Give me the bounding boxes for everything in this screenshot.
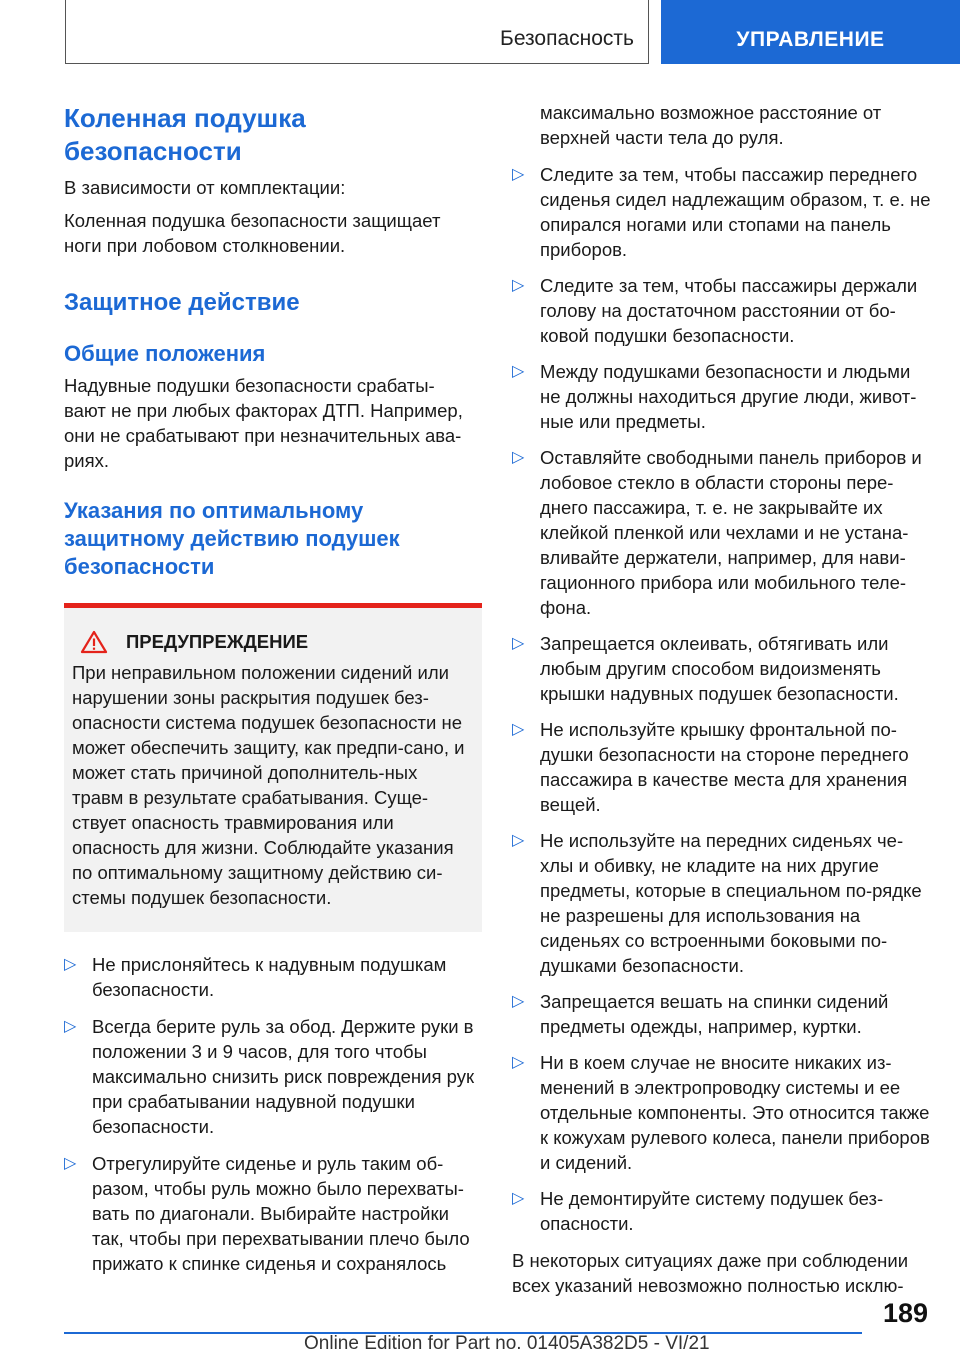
list-item: ▷ Не используйте крышку фронтальной по-душки безопасности на стороне переднего пассажира в качестве места для хранения вещей. [512,719,909,815]
warning-title-row [72,630,468,654]
triangle-right-icon: ▷ [512,277,525,294]
triangle-right-icon: ▷ [512,1054,525,1071]
triangle-right-icon: ▷ [64,1155,77,1172]
list-item: ▷ Следите за тем, чтобы пассажиры держали голову на достаточном расстоянии от бо-ковой подушки безопасности. [512,275,918,346]
list-item: ▷ Ни в коем случае не вносите никаких из-менений в электропроводку системы и ее отдельные компоненты. Это относится также к кожухам рулевого колеса, панели приборов и сидений. [512,1052,930,1173]
left-bullet-list [64,952,482,1276]
list-item: ▷ Не используйте на передних сиденьях че-хлы и обивку, не кладите на них другие предметы, которые в специальном по-рядке не разрешены для использования на сиденьях со встроенными боковыми по-душками безопасности. [512,830,922,976]
footer-edition: Online Edition for Part no. 01405A382D5 - VI/21 [304,1333,710,1354]
triangle-right-icon: ▷ [512,832,525,849]
triangle-right-icon: ▷ [512,1190,525,1207]
triangle-right-icon: ▷ [512,363,525,380]
list-item: ▷ Запрещается оклеивать, обтягивать или любым другим способом видоизменять крышки надувных подушек безопасности. [512,633,899,704]
list-item: ▷ Не демонтируйте систему подушек без-опасности. [512,1188,884,1234]
list-item: ▷ Не прислоняйтесь к надувным подушкам безопасности. [64,954,447,1000]
triangle-right-icon: ▷ [512,993,525,1010]
left-column [64,102,482,1276]
warning-text: При неправильном положении сидений или нарушении зоны раскрытия подушек без-опасности система подушек безопасности не может обеспечить защиту, как предпи-сано, и может стать причиной дополнитель-ных травм в результате срабатывания. Суще-ствует опасность травмирования или опасность для жизни. Соблюдайте указания по оптимальному защитному действию си-стемы подушек безопасности. [72,662,465,908]
warning-title: ПРЕДУПРЕЖДЕНИЕ [126,631,309,652]
triangle-right-icon: ▷ [512,449,525,466]
triangle-right-icon: ▷ [64,1018,77,1035]
header-section-title: Безопасность [500,27,634,50]
closing-text: В некоторых ситуациях даже при соблюдении всех указаний невозможно полностью исклю- [512,1250,909,1296]
page-number: 189 [882,1298,928,1328]
knee-description-text: Коленная подушка безопасности защищает ноги при лобовом столкновении. [64,210,441,256]
header-chapter-title: УПРАВЛЕНИЕ [736,28,885,51]
triangle-right-icon: ▷ [512,635,525,652]
general-text: Надувные подушки безопасности срабаты-вают не при любых факторах ДТП. Например, они не срабатывают при незначительных ава-риях. [64,375,463,471]
list-item: ▷ Оставляйте свободными панель приборов и лобовое стекло в области стороны пере-днего пассажира, т. е. не закрывайте их клейкой пленкой или чехлами и не устана-вливайте держатели, например, для нави-гационного прибора или мобильного теле-фона. [512,447,922,618]
continuation-text: максимально возможное расстояние от верхней части тела до руля. [540,102,882,148]
list-item: ▷ Отрегулируйте сиденье и руль таким об-разом, чтобы руль можно было перехваты-вать по диагонали. Выбирайте настройки так, чтобы при перехватывании плечо было прижато к спинке сиденья и сохранялось [64,1153,470,1274]
knee-airbag-heading: Коленная подушка безопасности [64,103,306,166]
warning-triangle-icon [80,630,108,654]
knee-availability-text: В зависимости от комплектации: [64,177,346,198]
hints-heading: Указания по оптимальному защитному действию подушек безопасности [64,498,400,579]
triangle-right-icon: ▷ [512,721,525,738]
list-item: ▷ Запрещается вешать на спинки сидений предметы одежды, например, куртки. [512,991,889,1037]
right-bullet-list [512,162,932,1236]
header-chapter-tab [661,0,960,64]
triangle-right-icon: ▷ [64,956,77,973]
list-item: ▷ Между подушками безопасности и людьми не должны находиться другие люди, живот-ные или предметы. [512,361,917,432]
general-heading: Общие положения [64,341,266,366]
right-column [512,100,932,1298]
list-item: ▷ Следите за тем, чтобы пассажир переднего сиденья сидел надлежащим образом, т. е. не опирался ногами или стопами на панель приборов. [512,164,931,260]
header-section-tab [65,0,649,64]
warning-box [64,603,482,932]
list-item: ▷ Всегда берите руль за обод. Держите руки в положении 3 и 9 часов, для того чтобы максимально снизить риск повреждения рук при срабатывании надувной подушки безопасности. [64,1016,475,1137]
footer-edition-line [304,1333,710,1355]
protective-action-heading: Защитное действие [64,289,300,316]
triangle-right-icon: ▷ [512,166,525,183]
